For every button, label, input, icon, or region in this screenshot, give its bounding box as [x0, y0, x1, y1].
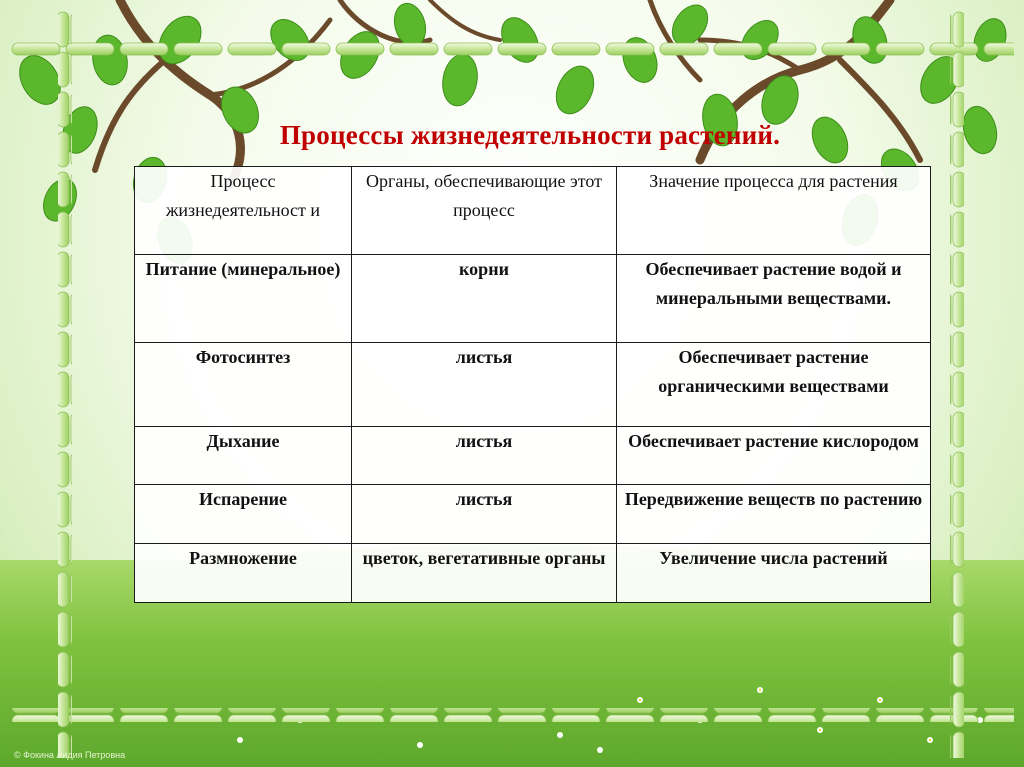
table-row	[135, 485, 931, 544]
header-process: Процесс жизнедеятельност и	[135, 167, 352, 255]
cell-organs: листья	[352, 343, 617, 427]
cell-process: Фотосинтез	[135, 343, 352, 427]
table-row	[135, 343, 931, 427]
slide-title: Процессы жизнедеятельности растений.	[279, 120, 781, 150]
processes-table	[134, 166, 931, 603]
cell-process: Испарение	[135, 485, 352, 544]
cell-process: Питание (минеральное)	[135, 255, 352, 343]
cell-organs: листья	[352, 427, 617, 485]
cell-significance: Обеспечивает растение водой и минеральными веществами.	[617, 255, 931, 343]
author-credit: © Фокина Лидия Петровна	[14, 750, 126, 760]
table-row	[135, 255, 931, 343]
cell-significance: Увеличение числа растений	[617, 544, 931, 603]
cell-process: Дыхание	[135, 427, 352, 485]
table-row	[135, 544, 931, 603]
cell-organs: цветок, вегетативные органы	[352, 544, 617, 603]
cell-organs: корни	[352, 255, 617, 343]
header-organs: Органы, обеспечивающие этот процесс	[352, 167, 617, 255]
cell-process: Размножение	[135, 544, 352, 603]
cell-significance: Передвижение веществ по растению	[617, 485, 931, 544]
table-header-row	[135, 167, 931, 255]
cell-significance: Обеспечивает растение органическими веществами	[617, 343, 931, 427]
header-significance: Значение процесса для растения	[617, 167, 931, 255]
table-row	[135, 427, 931, 485]
cell-organs: листья	[352, 485, 617, 544]
cell-significance: Обеспечивает растение кислородом	[617, 427, 931, 485]
